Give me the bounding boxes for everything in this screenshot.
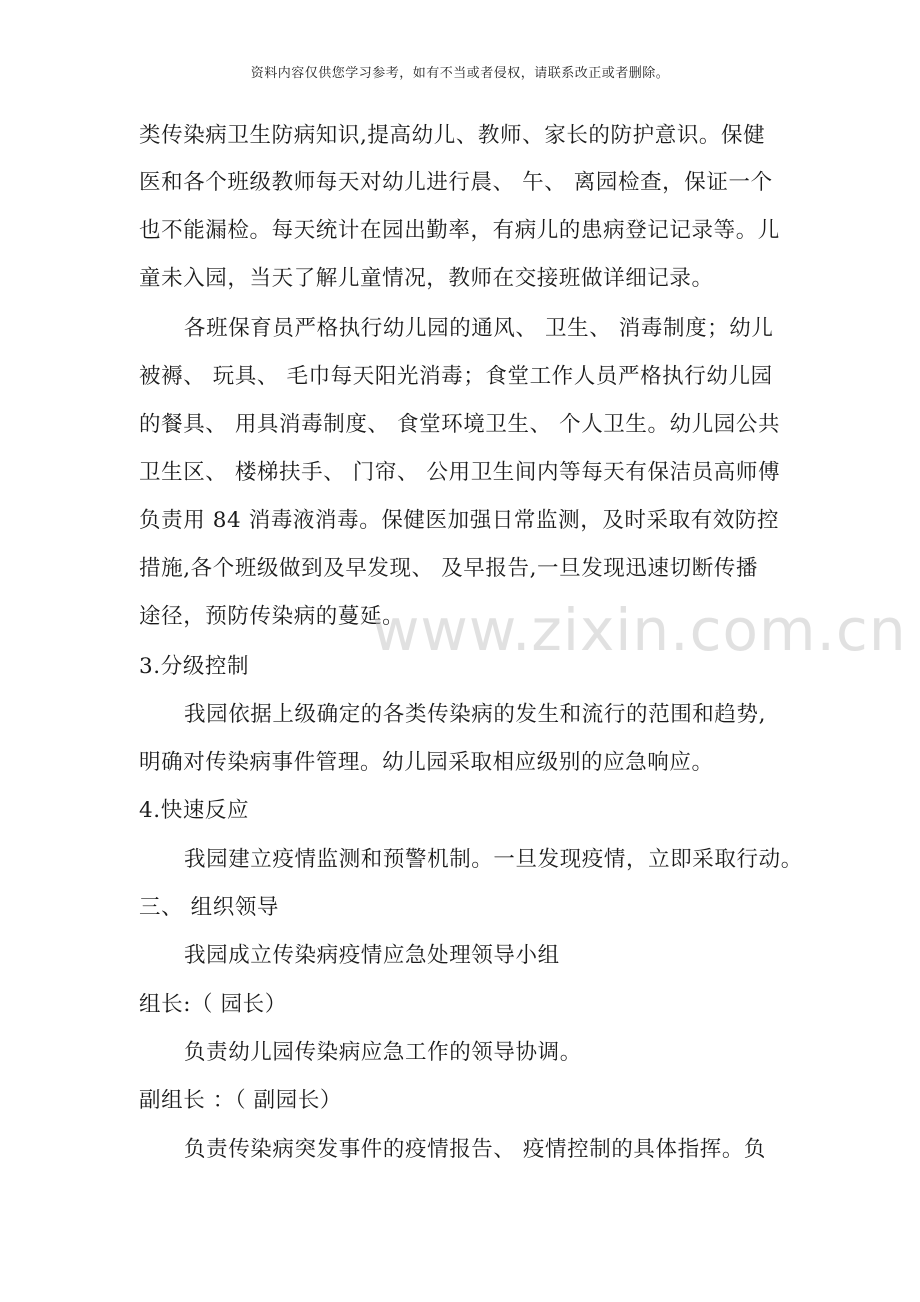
paragraph-line: 类传染病卫生防病知识,提高幼儿、教师、家长的防护意识。保健 bbox=[139, 123, 766, 148]
paragraph-line: 医和各个班级教师每天对幼儿进行晨、 午、 离园检查，保证一个 bbox=[139, 170, 773, 195]
paragraph-line: 负责传染病突发事件的疫情报告、 疫情控制的具体指挥。负 bbox=[184, 1137, 767, 1162]
role-heading: 副组长 ：（ 副园长） bbox=[139, 1088, 343, 1113]
paragraph-line: 被褥、 玩具、 毛巾每天阳光消毒；食堂工作人员严格执行幼儿园 bbox=[139, 364, 773, 389]
watermark-text: www.zixin.com.cn bbox=[372, 596, 907, 664]
section-heading: 4.快速反应 bbox=[139, 798, 250, 823]
paragraph-line: 负责用 84 消毒液消毒。保健医加强日常监测，及时采取有效防控 bbox=[139, 508, 780, 533]
section-heading: 3.分级控制 bbox=[139, 654, 250, 679]
paragraph-line: 也不能漏检。每天统计在园出勤率，有病儿的患病登记记录等。儿 bbox=[139, 218, 780, 243]
paragraph-line: 我园依据上级确定的各类传染病的发生和流行的范围和趋势, bbox=[184, 702, 767, 727]
paragraph-line: 我园建立疫情监测和预警机制。一旦发现疫情，立即采取行动。 bbox=[184, 847, 803, 872]
paragraph-line: 的餐具、 用具消毒制度、 食堂环境卫生、 个人卫生。幼儿园公共 bbox=[139, 412, 781, 437]
paragraph-line: 措施,各个班级做到及早发现、 及早报告,一旦发现迅速切断传播 bbox=[139, 556, 759, 581]
paragraph-line: 卫生区、 楼梯扶手、 门帘、 公用卫生间内等每天有保洁员高师傅 bbox=[139, 460, 781, 485]
paragraph-line: 明确对传染病事件管理。幼儿园采取相应级别的应急响应。 bbox=[139, 750, 714, 775]
copyright-notice: 资料内容仅供您学习参考，如有不当或者侵权，请联系改正或者删除。 bbox=[250, 66, 670, 81]
paragraph-line: 负责幼儿园传染病应急工作的领导协调。 bbox=[184, 1040, 582, 1065]
section-heading: 三、 组织领导 bbox=[139, 895, 280, 920]
role-heading: 组长:（ 园长） bbox=[139, 992, 287, 1017]
paragraph-line: 途径，预防传染病的蔓延。 bbox=[139, 604, 405, 629]
paragraph-line: 童未入园，当天了解儿童情况，教师在交接班做详细记录。 bbox=[139, 266, 714, 291]
paragraph-line: 各班保育员严格执行幼儿园的通风、 卫生、 消毒制度；幼儿 bbox=[184, 316, 774, 341]
paragraph-line: 我园成立传染病疫情应急处理领导小组 bbox=[184, 943, 560, 968]
